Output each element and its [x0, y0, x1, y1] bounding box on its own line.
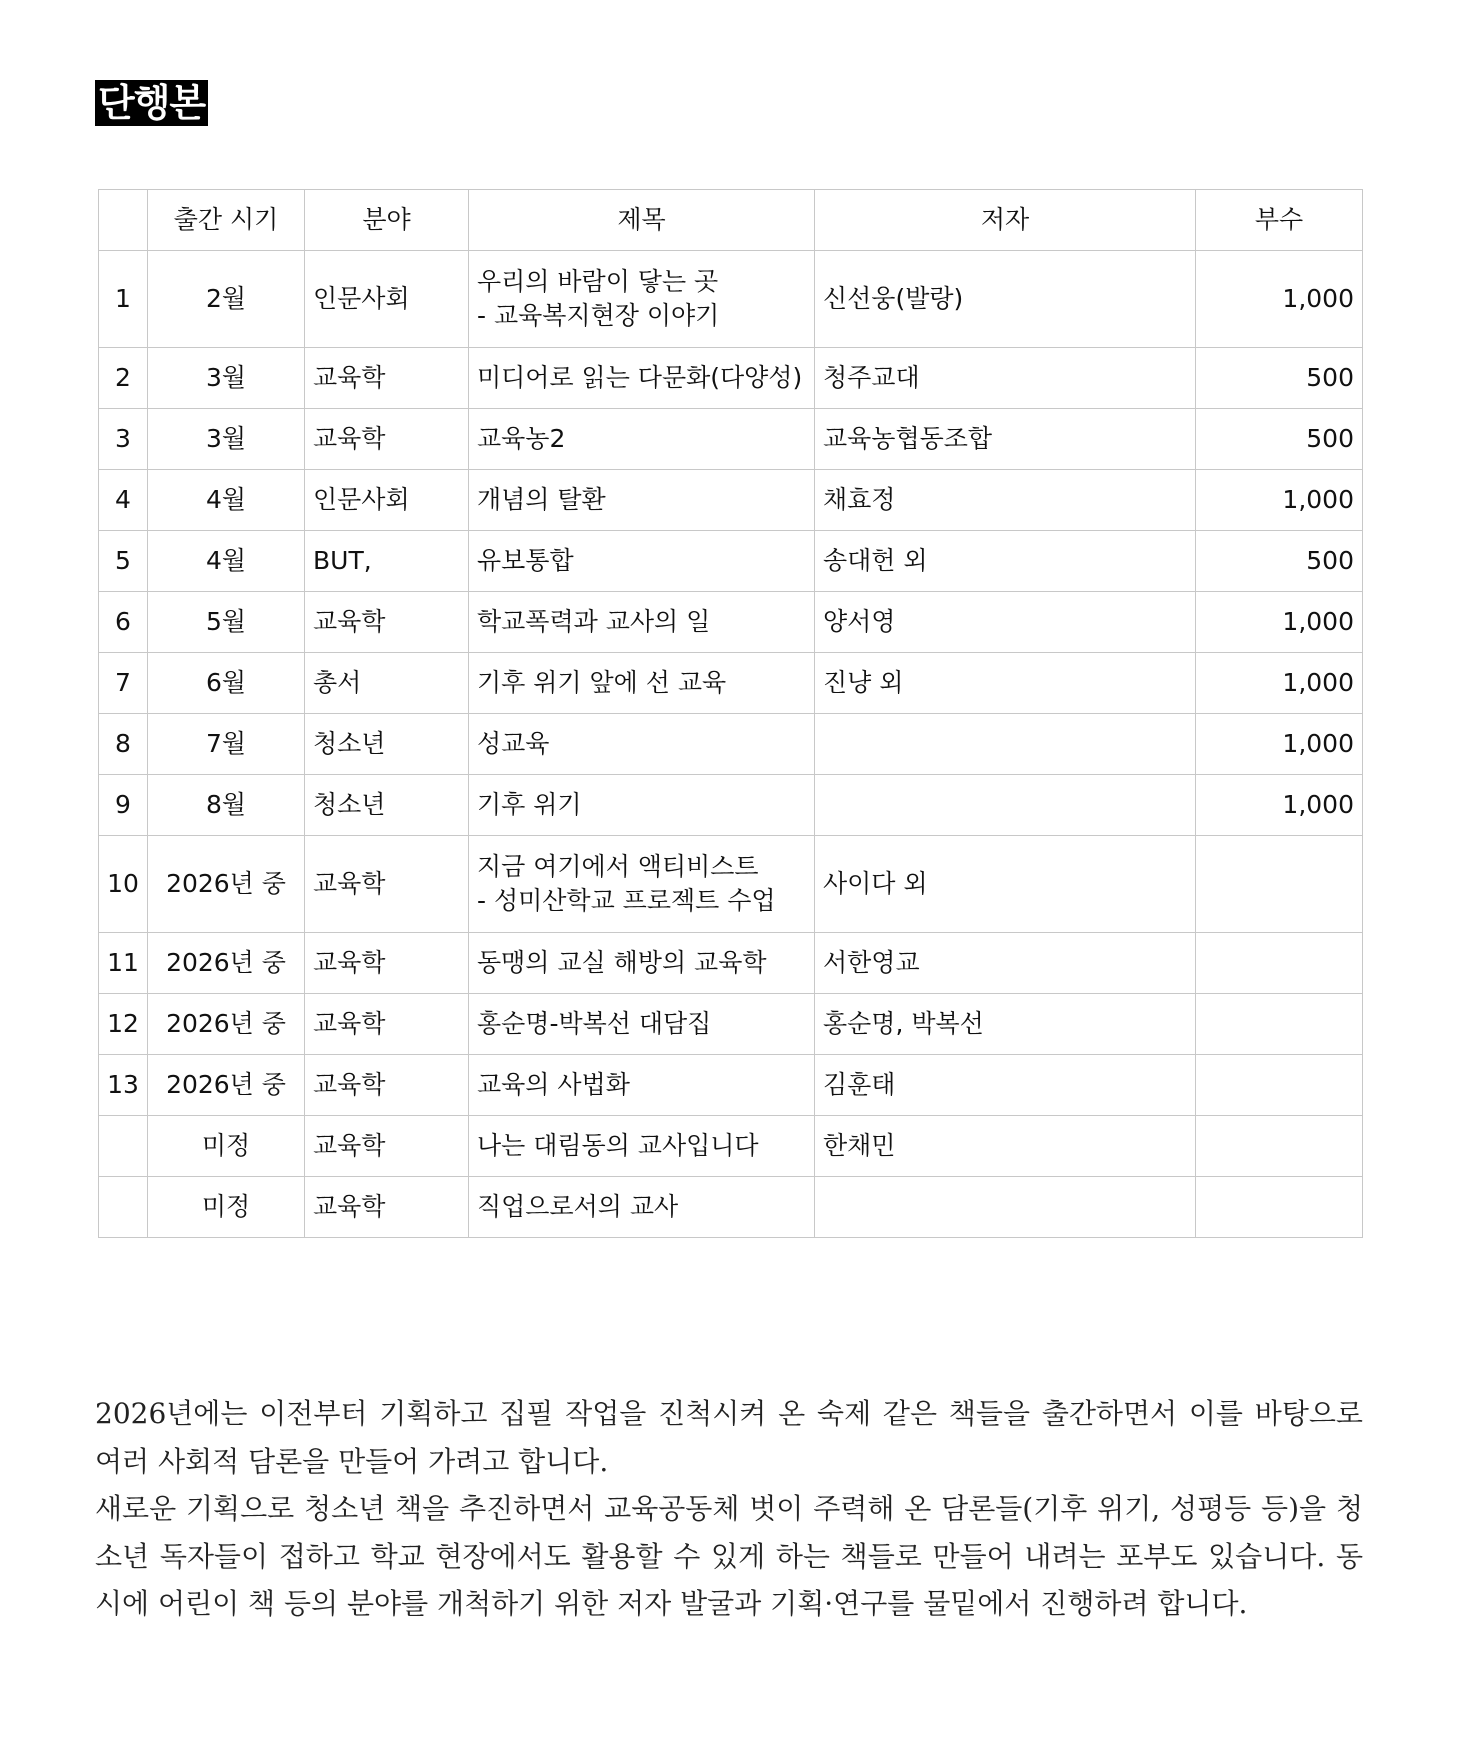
header-title: 제목 — [469, 190, 815, 251]
cell-copies: 1,000 — [1196, 714, 1363, 775]
cell-number — [99, 1177, 148, 1238]
cell-title — [469, 836, 815, 933]
cell-author — [815, 775, 1196, 836]
title-line: 교육농2 — [477, 424, 566, 453]
cell-copies: 1,000 — [1196, 470, 1363, 531]
cell-author — [815, 714, 1196, 775]
cell-period: 미정 — [148, 1177, 305, 1238]
cell-field: 교육학 — [305, 1116, 469, 1177]
cell-number: 11 — [99, 933, 148, 994]
cell-field: 청소년 — [305, 714, 469, 775]
cell-number: 12 — [99, 994, 148, 1055]
cell-number: 9 — [99, 775, 148, 836]
cell-copies: 1,000 — [1196, 775, 1363, 836]
title-line: 기후 위기 — [477, 790, 582, 819]
cell-author: 한채민 — [815, 1116, 1196, 1177]
cell-period: 7월 — [148, 714, 305, 775]
cell-title — [469, 653, 815, 714]
cell-title — [469, 714, 815, 775]
cell-copies — [1196, 994, 1363, 1055]
title-line: 성교육 — [477, 729, 550, 758]
cell-period: 3월 — [148, 348, 305, 409]
cell-author: 진냥 외 — [815, 653, 1196, 714]
cell-number: 6 — [99, 592, 148, 653]
cell-copies — [1196, 1177, 1363, 1238]
title-line: 유보통합 — [477, 546, 574, 575]
cell-field: 총서 — [305, 653, 469, 714]
table-row — [99, 933, 1363, 994]
paragraph-2: 새로운 기획으로 청소년 책을 추진하면서 교육공동체 벗이 주력해 온 담론들(기후 위기, 성평등 등)을 청소년 독자들이 접하고 학교 현장에서도 활용할 수 있게 하는 책들로 만들어 내려는 포부도 있습니다. 동시에 어린이 책 등의 분야를 개척하기 위한 저자 발굴과 기획·연구를 물밑에서 진행하려 합니다. — [95, 1492, 1363, 1620]
cell-title — [469, 592, 815, 653]
cell-author: 청주교대 — [815, 348, 1196, 409]
cell-author — [815, 1177, 1196, 1238]
cell-author: 서한영교 — [815, 933, 1196, 994]
title-line: 동맹의 교실 해방의 교육학 — [477, 948, 767, 977]
cell-number: 8 — [99, 714, 148, 775]
table-header-row — [99, 190, 1363, 251]
title-line: 지금 여기에서 액티비스트 — [477, 852, 759, 881]
cell-copies: 500 — [1196, 531, 1363, 592]
cell-copies — [1196, 836, 1363, 933]
table-row — [99, 470, 1363, 531]
cell-title — [469, 1177, 815, 1238]
cell-period: 5월 — [148, 592, 305, 653]
header-field: 분야 — [305, 190, 469, 251]
cell-number: 10 — [99, 836, 148, 933]
cell-copies: 500 — [1196, 348, 1363, 409]
cell-number — [99, 1116, 148, 1177]
cell-period: 미정 — [148, 1116, 305, 1177]
cell-field: 교육학 — [305, 994, 469, 1055]
title-line: 미디어로 읽는 다문화(다양성) — [477, 363, 803, 392]
cell-field: 교육학 — [305, 836, 469, 933]
cell-title — [469, 470, 815, 531]
cell-number: 7 — [99, 653, 148, 714]
title-line: 학교폭력과 교사의 일 — [477, 607, 711, 636]
table-row — [99, 592, 1363, 653]
cell-field: 인문사회 — [305, 251, 469, 348]
cell-copies: 1,000 — [1196, 251, 1363, 348]
cell-copies: 500 — [1196, 409, 1363, 470]
header-copies: 부수 — [1196, 190, 1363, 251]
cell-period: 2026년 중 — [148, 1055, 305, 1116]
table-row — [99, 836, 1363, 933]
cell-copies — [1196, 1116, 1363, 1177]
table-row — [99, 1116, 1363, 1177]
cell-author: 김훈태 — [815, 1055, 1196, 1116]
cell-copies: 1,000 — [1196, 592, 1363, 653]
table-row — [99, 1177, 1363, 1238]
cell-author: 송대헌 외 — [815, 531, 1196, 592]
cell-field: BUT, — [305, 531, 469, 592]
cell-number: 5 — [99, 531, 148, 592]
section-heading: 단행본 — [95, 80, 208, 126]
cell-period: 6월 — [148, 653, 305, 714]
table-row — [99, 775, 1363, 836]
cell-number: 2 — [99, 348, 148, 409]
cell-period: 8월 — [148, 775, 305, 836]
cell-copies: 1,000 — [1196, 653, 1363, 714]
cell-field: 교육학 — [305, 409, 469, 470]
cell-period: 3월 — [148, 409, 305, 470]
title-line: - 성미산학교 프로젝트 수업 — [477, 886, 776, 915]
title-line: 개념의 탈환 — [477, 485, 606, 514]
cell-title — [469, 775, 815, 836]
cell-author: 홍순명, 박복선 — [815, 994, 1196, 1055]
title-line: 홍순명-박복선 대담집 — [477, 1009, 712, 1038]
table-row — [99, 994, 1363, 1055]
header-period: 출간 시기 — [148, 190, 305, 251]
cell-field: 인문사회 — [305, 470, 469, 531]
cell-title — [469, 994, 815, 1055]
cell-field: 교육학 — [305, 933, 469, 994]
cell-author: 사이다 외 — [815, 836, 1196, 933]
cell-title — [469, 933, 815, 994]
cell-copies — [1196, 933, 1363, 994]
cell-title — [469, 251, 815, 348]
cell-title — [469, 1055, 815, 1116]
header-number — [99, 190, 148, 251]
publication-table — [98, 189, 1363, 1238]
header-author: 저자 — [815, 190, 1196, 251]
cell-field: 교육학 — [305, 1055, 469, 1116]
cell-field: 청소년 — [305, 775, 469, 836]
cell-number: 4 — [99, 470, 148, 531]
cell-author: 양서영 — [815, 592, 1196, 653]
cell-period: 4월 — [148, 470, 305, 531]
cell-author: 신선웅(발랑) — [815, 251, 1196, 348]
table-row — [99, 348, 1363, 409]
title-line: 기후 위기 앞에 선 교육 — [477, 668, 727, 697]
title-line: 교육의 사법화 — [477, 1070, 630, 1099]
cell-field: 교육학 — [305, 348, 469, 409]
table-row — [99, 653, 1363, 714]
cell-number: 13 — [99, 1055, 148, 1116]
cell-period: 2026년 중 — [148, 994, 305, 1055]
table-row — [99, 251, 1363, 348]
title-line: 우리의 바람이 닿는 곳 — [477, 267, 719, 296]
cell-period: 2026년 중 — [148, 933, 305, 994]
title-line: 직업으로서의 교사 — [477, 1192, 679, 1221]
title-line: 나는 대림동의 교사입니다 — [477, 1131, 759, 1160]
cell-number: 1 — [99, 251, 148, 348]
table-row — [99, 1055, 1363, 1116]
cell-period: 2026년 중 — [148, 836, 305, 933]
cell-field: 교육학 — [305, 1177, 469, 1238]
cell-title — [469, 348, 815, 409]
description-text — [95, 1390, 1363, 1628]
cell-author: 교육농협동조합 — [815, 409, 1196, 470]
cell-copies — [1196, 1055, 1363, 1116]
title-line: - 교육복지현장 이야기 — [477, 301, 720, 330]
cell-author: 채효정 — [815, 470, 1196, 531]
cell-title — [469, 531, 815, 592]
paragraph-1: 2026년에는 이전부터 기획하고 집필 작업을 진척시켜 온 숙제 같은 책들을 출간하면서 이를 바탕으로 여러 사회적 담론을 만들어 가려고 합니다. — [95, 1397, 1363, 1478]
cell-title — [469, 409, 815, 470]
cell-period: 2월 — [148, 251, 305, 348]
table-row — [99, 409, 1363, 470]
table-row — [99, 531, 1363, 592]
table-row — [99, 714, 1363, 775]
cell-field: 교육학 — [305, 592, 469, 653]
cell-number: 3 — [99, 409, 148, 470]
cell-title — [469, 1116, 815, 1177]
cell-period: 4월 — [148, 531, 305, 592]
